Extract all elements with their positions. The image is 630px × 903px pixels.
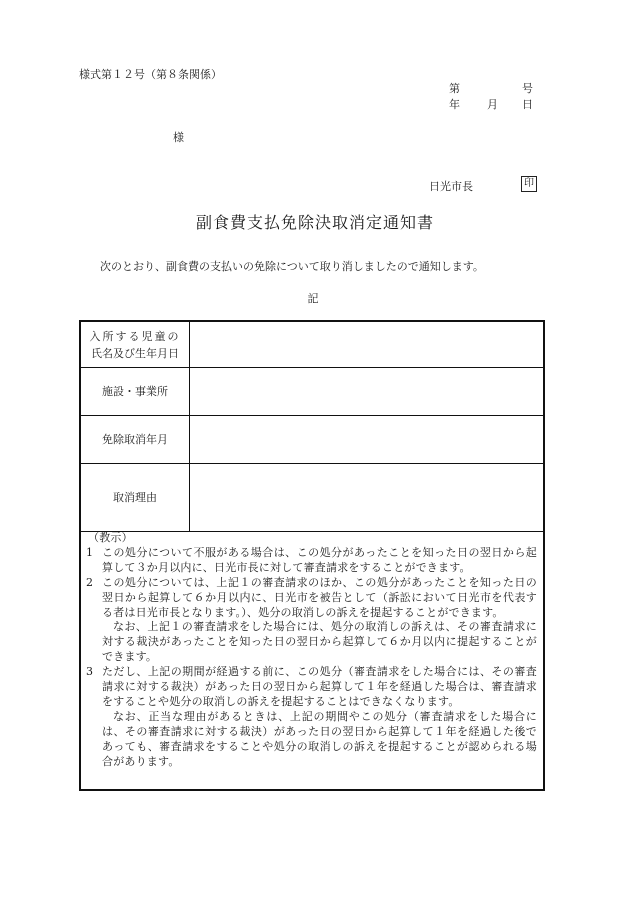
appeal-notice xyxy=(84,531,537,770)
notice-item-text: この処分について不服がある場合は、この処分があったことを知った日の翌日から起算して３か月以内に、日光市長に対して審査請求をすることができます。 xyxy=(102,545,537,574)
notice-item-text: この処分については、上記１の審査請求のほか、この処分があったことを知った日の翌日から起算して６か月以内に、日光市を被告として（訴訟において日光市を代表する者は日光市長となります。）、処分の取消しの訴えを提起することができます。 xyxy=(102,575,537,619)
notice-item-number: 1 xyxy=(86,545,94,559)
notice-item-1 xyxy=(84,546,537,576)
notice-item-number: 2 xyxy=(86,575,94,589)
label-line-2: 氏名及び生年月日 xyxy=(91,346,179,360)
number-suffix: 号 xyxy=(522,82,533,95)
date-month: 月 xyxy=(487,98,498,111)
label-child-name-birthdate xyxy=(81,322,190,367)
document-date xyxy=(449,97,533,113)
notice-item-2-supplement: なお、上記１の審査請求をした場合には、処分の取消しの訴えは、その審査請求に対する裁決があったことを知った日の翌日から起算して６か月以内に提起することができます。 xyxy=(102,620,537,664)
label-line-1: 入所する児童の xyxy=(89,329,181,343)
table-row-cancel-month xyxy=(81,416,543,464)
form-table xyxy=(79,320,545,791)
document-title: 副食費支払免除決取消定通知書 xyxy=(195,213,434,232)
field-cancel-month[interactable] xyxy=(190,416,543,463)
intro-text: 次のとおり、副食費の支払いの免除について取り消しましたので通知します。 xyxy=(100,260,484,273)
form-number: 様式第１２号（第８条関係） xyxy=(79,68,222,81)
seal-mark: 印 xyxy=(521,176,537,192)
table-row-facility xyxy=(81,368,543,416)
field-reason[interactable] xyxy=(190,464,543,531)
document-number xyxy=(449,81,533,97)
addressee-suffix: 様 xyxy=(173,131,184,144)
field-child-name-birthdate[interactable] xyxy=(190,322,543,367)
table-row-reason xyxy=(81,464,543,532)
notice-item-3-supplement: なお、正当な理由があるときは、上記の期間やこの処分（審査請求をした場合には、その審査請求に対する裁決）があった日の翌日から起算して１年を経過した後であっても、審査請求をすることや処分の取消しの訴えを提起することが認められる場合があります。 xyxy=(102,709,537,768)
table-row-child xyxy=(81,322,543,368)
date-year: 年 xyxy=(449,98,460,111)
ki-label: 記 xyxy=(307,292,319,305)
number-label: 第 xyxy=(449,82,460,95)
notice-header: （教示） xyxy=(88,531,133,544)
label-reason: 取消理由 xyxy=(81,464,190,531)
label-facility: 施設・事業所 xyxy=(81,368,190,415)
label-cancel-month: 免除取消年月 xyxy=(81,416,190,463)
field-facility[interactable] xyxy=(190,368,543,415)
document-number-date xyxy=(449,81,533,113)
notice-item-3 xyxy=(84,665,537,710)
notice-item-2 xyxy=(84,576,537,621)
issuer-name: 日光市長 xyxy=(429,180,473,193)
date-day: 日 xyxy=(522,98,533,111)
notice-item-number: 3 xyxy=(86,665,94,679)
notice-item-text: ただし、上記の期間が経過する前に、この処分（審査請求をした場合には、その審査請求に対する裁決）があった日の翌日から起算して１年を経過した場合は、審査請求をすることや処分の取消しの訴えを提起することはできなくなります。 xyxy=(102,665,537,708)
